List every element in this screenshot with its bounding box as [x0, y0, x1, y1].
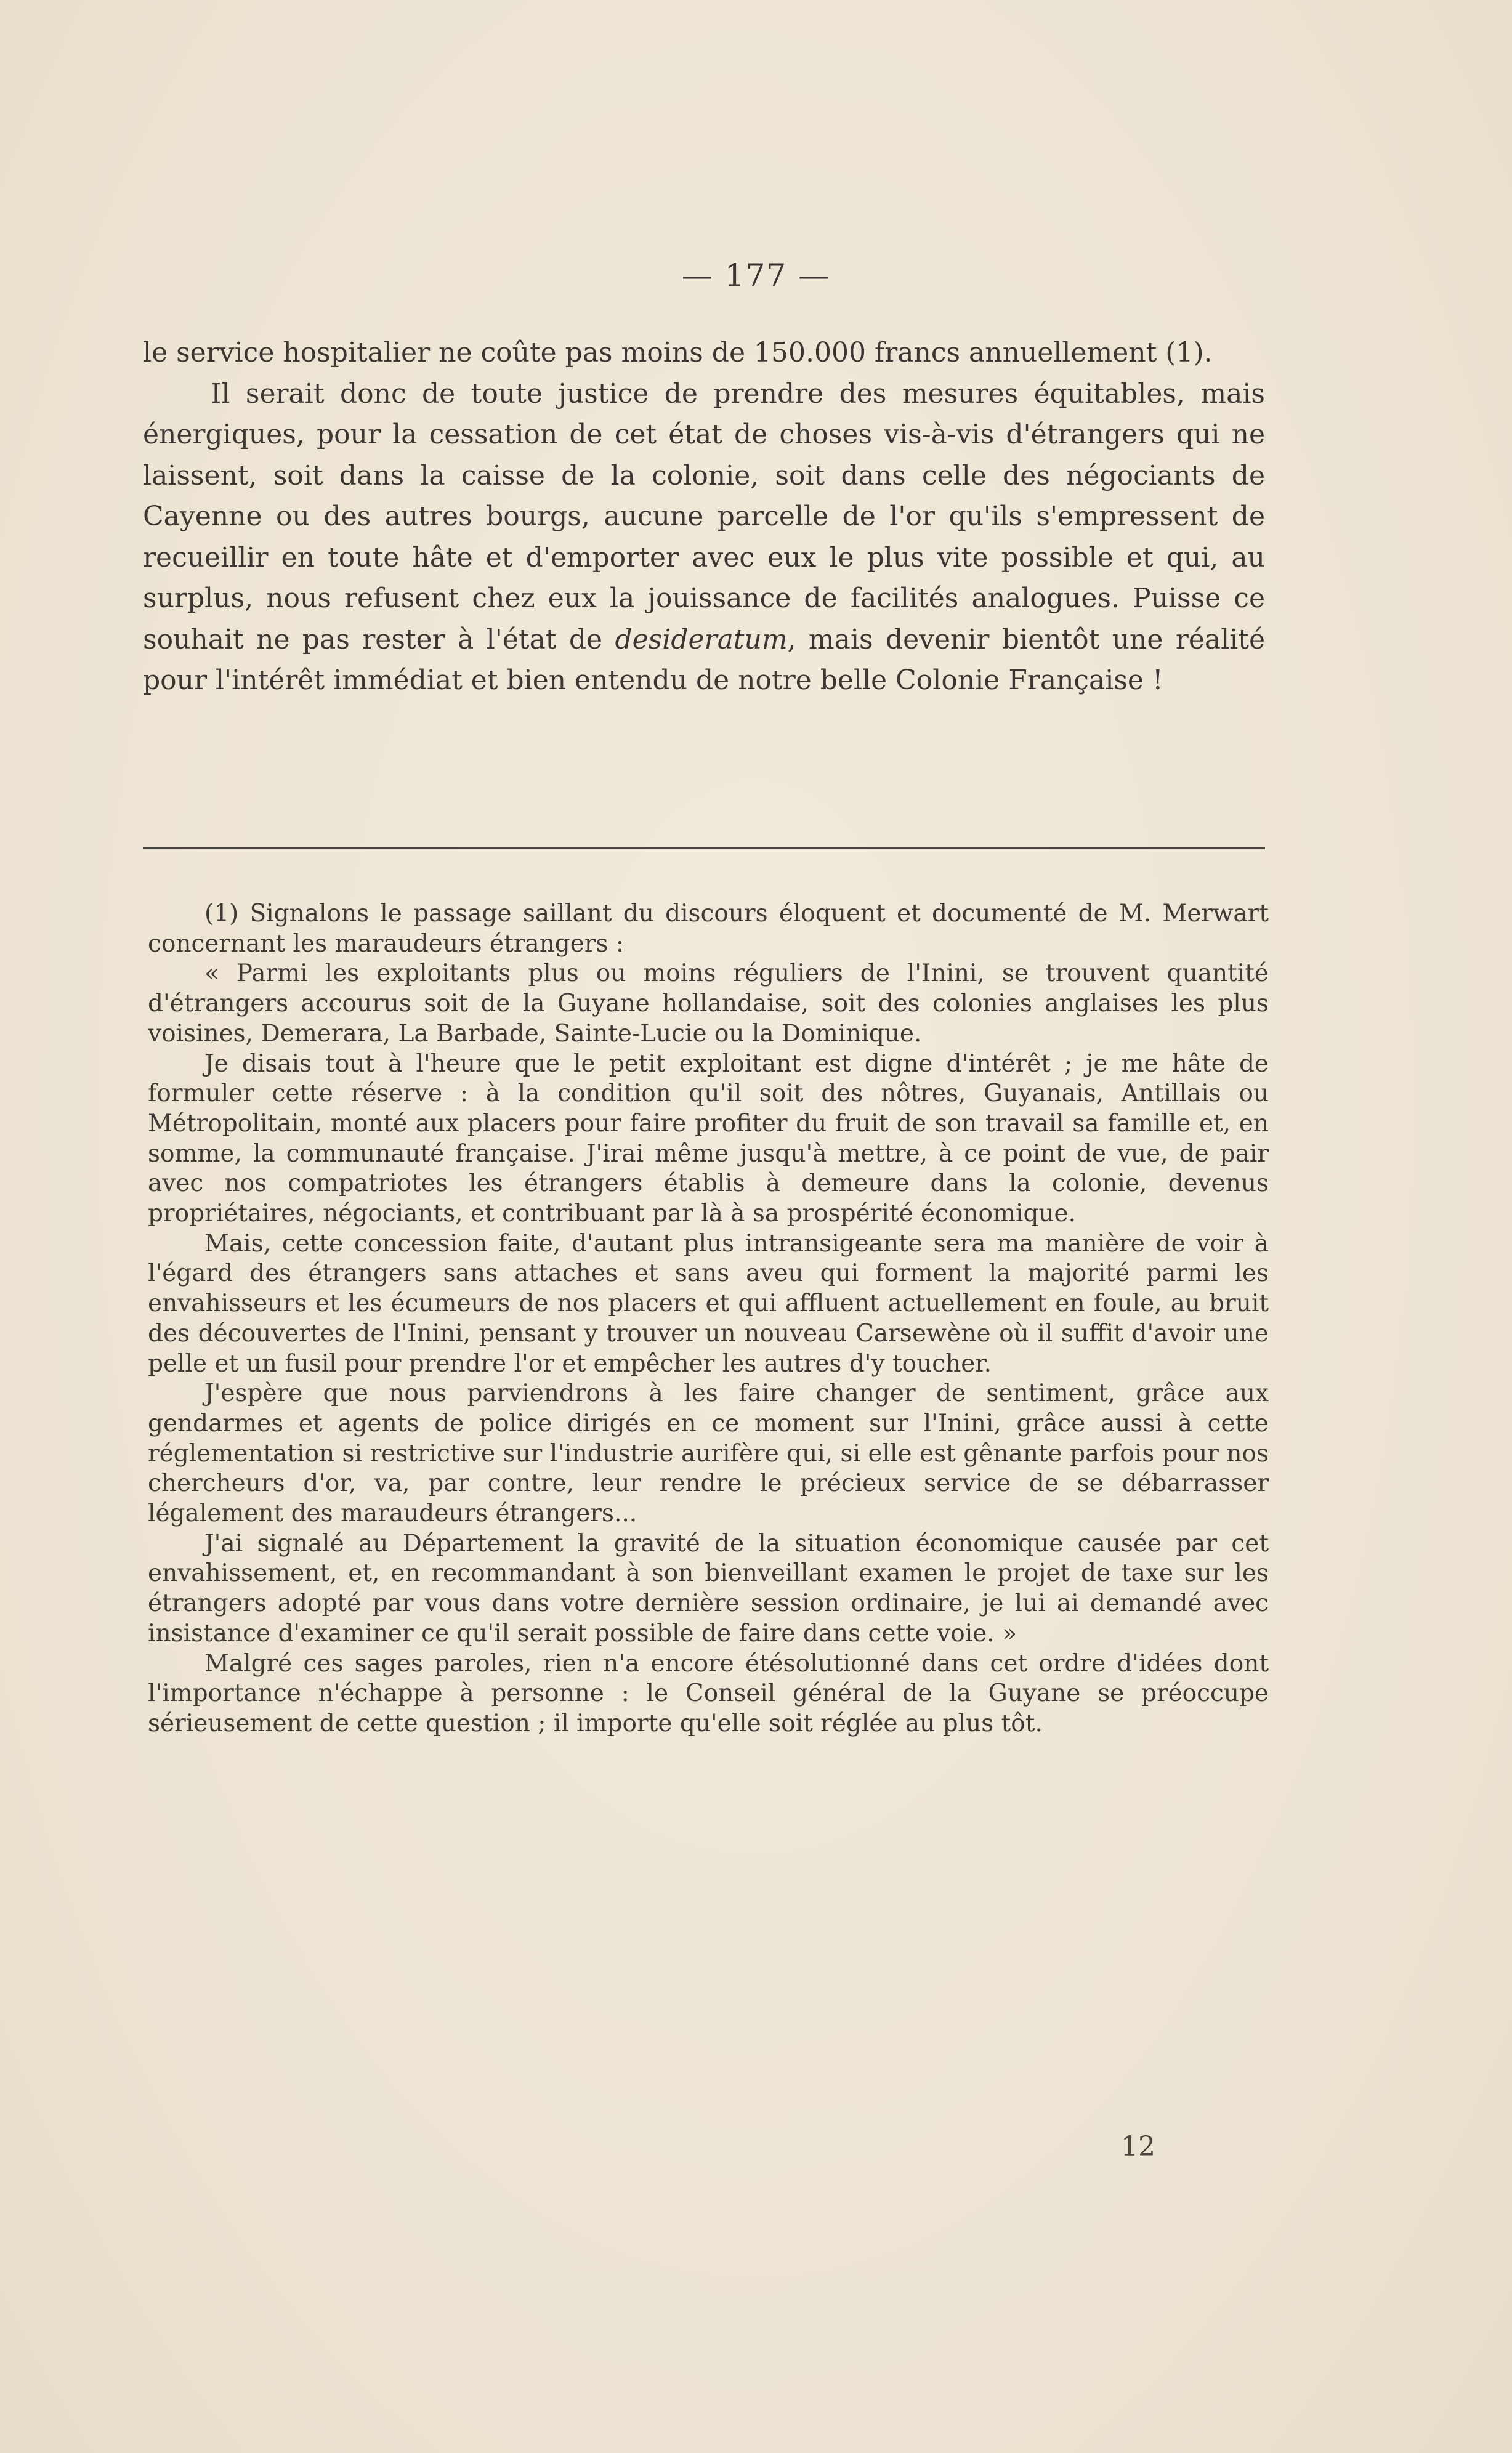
main-paragraph: le service hospitalier ne coûte pas moins de 150.000 francs annuellement (1).	[143, 337, 1213, 368]
main-text-span: Il serait donc de toute justice de prendre des mesures équitables, mais énergiques, pour la cessation de cet état de choses vis-à-vis d'étrangers qui ne laissent, soit dans la caisse de la colonie, soit dans celle des négociants de Cayenne ou des autres bourgs, aucune parcelle de l'or qu'ils s'empressent de recueillir en toute hâte et d'emporter avec eux le plus vite possible et qui, au surplus, nous refusent chez eux la jouissance de facilités analogues. Puisse ce souhait ne pas rester à l'état de	[143, 378, 1265, 655]
footnote-paragraph: J'espère que nous parviendrons à les faire changer de sentiment, grâce aux gendarmes et agents de police dirigés en ce moment sur l'Inini, grâce aussi à cette réglementation si restrictive sur l'industrie aurifère qui, si elle est gênante parfois pour nos chercheurs d'or, va, par contre, leur rendre le précieux service de se débarrasser légalement des maraudeurs étrangers...	[148, 1380, 1269, 1528]
footnote-separator	[143, 847, 1265, 849]
footnote-paragraph: Mais, cette concession faite, d'autant plus intransigeante sera ma manière de voir à l'égard des étrangers sans attaches et sans aveu qui forment la majorité parmi les envahisseurs et les écumeurs de nos placers et qui affluent actuellement en foule, au bruit des découvertes de l'Inini, pensant y trouver un nouveau Carsewène où il suffit d'avoir une pelle et un fusil pour prendre l'or et empêcher les autres d'y toucher.	[148, 1229, 1269, 1378]
footnote-paragraph: Malgré ces sages paroles, rien n'a encore étésolutionné dans cet ordre d'idées dont l'importance n'échappe à personne : le Conseil général de la Guyane se préoccupe sérieusement de cette question ; il importe qu'elle soit réglée au plus tôt.	[148, 1649, 1269, 1737]
footnote-paragraph: J'ai signalé au Département la gravité de la situation économique causée par cet envahissement, et, en recommandant à son bienveillant examen le projet de taxe sur les étrangers adopté par vous dans votre dernière session ordinaire, je lui ai demandé avec insistance d'examiner ce qu'il serait possible de faire dans cette voie. »	[148, 1529, 1269, 1647]
footnote-paragraph: Je disais tout à l'heure que le petit exploitant est digne d'intérêt ; je me hâte de formuler cette réserve : à la condition qu'il soit des nôtres, Guyanais, Antillais ou Métropolitain, monté aux placers pour faire profiter du fruit de son travail sa famille et, en somme, la communauté française. J'irai même jusqu'à mettre, à ce point de vue, de pair avec nos compatriotes les étrangers établis à demeure dans la colonie, devenus propriétaires, négociants, et contribuant par là à sa prospérité économique.	[148, 1049, 1269, 1228]
footnote-paragraph: (1) Signalons le passage saillant du discours éloquent et documenté de M. Merwart concernant les maraudeurs étrangers :	[148, 900, 1269, 958]
italic-term: desideratum	[615, 623, 788, 655]
main-text	[143, 333, 1265, 701]
footnote	[148, 899, 1269, 1739]
main-text-span: , mais devenir bientôt une réalité pour l'intérêt immédiat et bien entendu de notre belle Colonie Française !	[143, 623, 1265, 696]
signature-mark: 12	[1121, 2131, 1155, 2162]
page-number: — 177 —	[681, 257, 831, 293]
footnote-paragraph: « Parmi les exploitants plus ou moins réguliers de l'Inini, se trouvent quantité d'étrangers accourus soit de la Guyane hollandaise, soit des colonies anglaises les plus voisines, Demerara, La Barbade, Sainte-Lucie ou la Dominique.	[148, 960, 1269, 1048]
main-paragraph	[143, 374, 1265, 701]
